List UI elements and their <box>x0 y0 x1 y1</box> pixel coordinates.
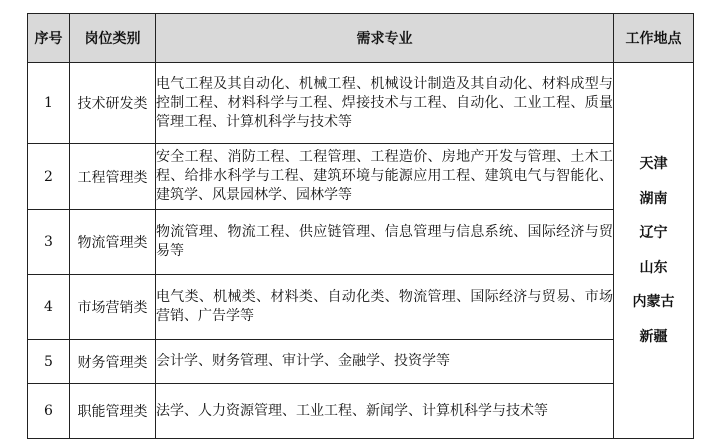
row-majors: 法学、人力资源管理、工业工程、新闻学、计算机科学与技术等 <box>156 384 614 439</box>
header-majors: 需求专业 <box>156 14 614 63</box>
row-category: 技术研发类 <box>70 63 156 144</box>
location-item: 新疆 <box>639 328 668 345</box>
header-row <box>28 14 694 63</box>
row-majors: 会计学、财务管理、审计学、金融学、投资学等 <box>156 340 614 384</box>
table-row <box>28 275 694 340</box>
row-majors: 安全工程、消防工程、工程管理、工程造价、房地产开发与管理、土木工程、给排水科学与工程、建筑环境与能源应用工程、建筑电气与智能化、建筑学、风景园林学、园林学等 <box>156 144 614 210</box>
table-row <box>28 384 694 439</box>
header-category: 岗位类别 <box>70 14 156 63</box>
row-category: 职能管理类 <box>70 384 156 439</box>
row-majors: 电气类、机械类、材料类、自动化类、物流管理、国际经济与贸易、市场营销、广告学等 <box>156 275 614 340</box>
location-item: 天津 <box>639 156 668 172</box>
recruitment-table <box>27 13 694 439</box>
row-index: 1 <box>28 63 70 144</box>
row-majors: 电气工程及其自动化、机械工程、机械设计制造及其自动化、材料成型与控制工程、材料科学与工程、焊接技术与工程、自动化、工业工程、质量管理工程、计算机科学与技术等 <box>156 63 614 144</box>
row-index: 3 <box>28 210 70 275</box>
location-item: 湖南 <box>639 190 668 207</box>
table-row <box>28 144 694 210</box>
row-category: 工程管理类 <box>70 144 156 210</box>
row-majors: 物流管理、物流工程、供应链管理、信息管理与信息系统、国际经济与贸易等 <box>156 210 614 275</box>
row-category: 市场营销类 <box>70 275 156 340</box>
row-index: 4 <box>28 275 70 340</box>
location-item: 内蒙古 <box>632 294 675 310</box>
row-index: 5 <box>28 340 70 384</box>
row-index: 6 <box>28 384 70 439</box>
row-index: 2 <box>28 144 70 210</box>
location-item: 辽宁 <box>639 225 668 241</box>
row-category: 物流管理类 <box>70 210 156 275</box>
row-category: 财务管理类 <box>70 340 156 384</box>
location-item: 山东 <box>639 259 668 276</box>
location-cell <box>614 63 694 439</box>
table-row <box>28 340 694 384</box>
table-row <box>28 210 694 275</box>
table-row <box>28 63 694 144</box>
header-index: 序号 <box>28 14 70 63</box>
header-location: 工作地点 <box>614 14 694 63</box>
